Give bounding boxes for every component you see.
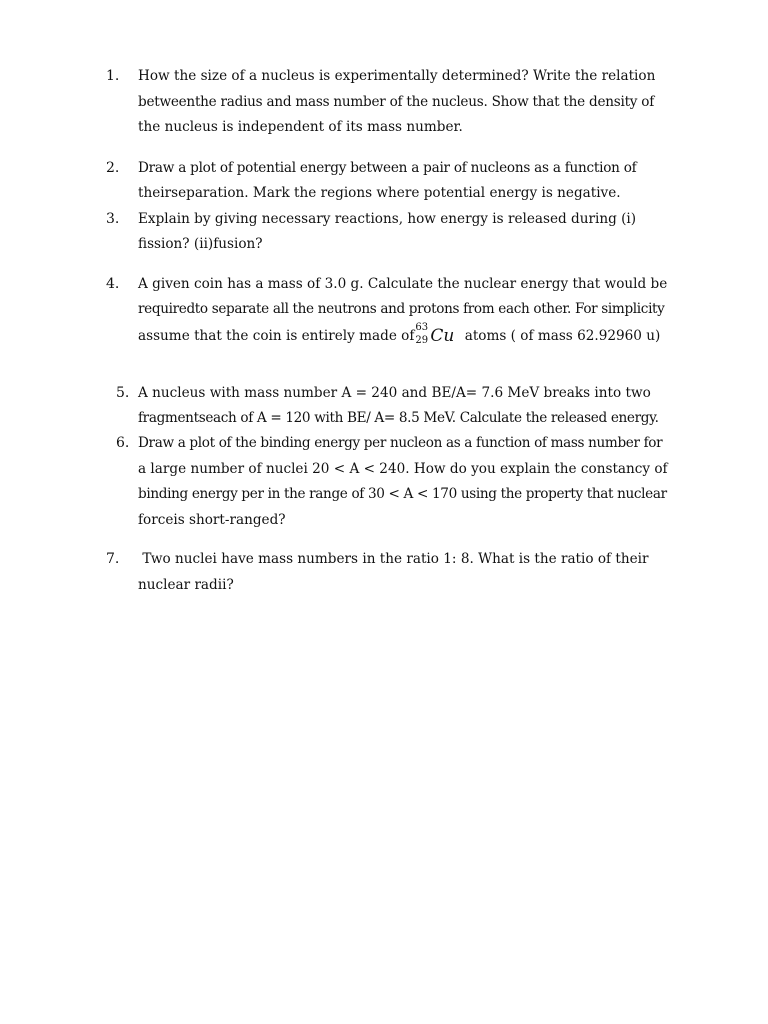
question-text-line: a large number of nuclei 20 < A < 240. How do you explain the constancy of	[138, 461, 668, 477]
question-number: 6.	[116, 435, 130, 451]
question-text-line: binding energy per in the range of 30 < A < 170 using the property that nuclear	[138, 486, 667, 502]
isotope-mass-number: 63	[415, 322, 429, 333]
question-number: 3.	[106, 211, 120, 227]
question-number: 5.	[116, 385, 130, 401]
question-text-line: A given coin has a mass of 3.0 g. Calculate the nuclear energy that would be	[138, 276, 668, 292]
question-text-line: Explain by giving necessary reactions, how energy is released during (i)	[138, 211, 637, 227]
question-text-segment: assume that the coin is entirely made of	[138, 328, 415, 344]
copper-isotope-notation	[414, 322, 460, 347]
question-text-line: betweenthe radius and mass number of the nucleus. Show that the density of	[138, 94, 655, 110]
question-text-line: A nucleus with mass number A = 240 and BE/A= 7.6 MeV breaks into two	[138, 385, 651, 401]
question-number: 7.	[106, 551, 120, 567]
question-text-line: requiredto separate all the neutrons and protons from each other. For simplicity	[138, 301, 665, 317]
question-number: 1.	[106, 68, 120, 84]
question-text-line: fragmentseach of A = 120 with BE/ A= 8.5 MeV. Calculate the released energy.	[138, 410, 659, 426]
question-number: 4.	[106, 276, 120, 292]
question-text-segment: atoms ( of mass 62.92960 u)	[460, 328, 661, 344]
question-text-line: theirseparation. Mark the regions where potential energy is negative.	[138, 185, 621, 201]
isotope-symbol: Cu	[430, 326, 455, 346]
question-text-line: forceis short-ranged?	[138, 512, 286, 528]
question-text-line: nuclear radii?	[138, 577, 234, 593]
question-text-line: Draw a plot of potential energy between a pair of nucleons as a function of	[138, 160, 637, 176]
question-text-line	[138, 324, 660, 350]
question-text-line: How the size of a nucleus is experimentally determined? Write the relation	[138, 68, 656, 84]
question-text-line: Two nuclei have mass numbers in the ratio 1: 8. What is the ratio of their	[138, 551, 649, 567]
question-text-line: fission? (ii)fusion?	[138, 236, 263, 252]
question-text-line: the nucleus is independent of its mass number.	[138, 119, 463, 135]
isotope-atomic-number: 29	[415, 335, 429, 346]
question-number: 2.	[106, 160, 120, 176]
question-text-line: Draw a plot of the binding energy per nucleon as a function of mass number for	[138, 435, 663, 451]
